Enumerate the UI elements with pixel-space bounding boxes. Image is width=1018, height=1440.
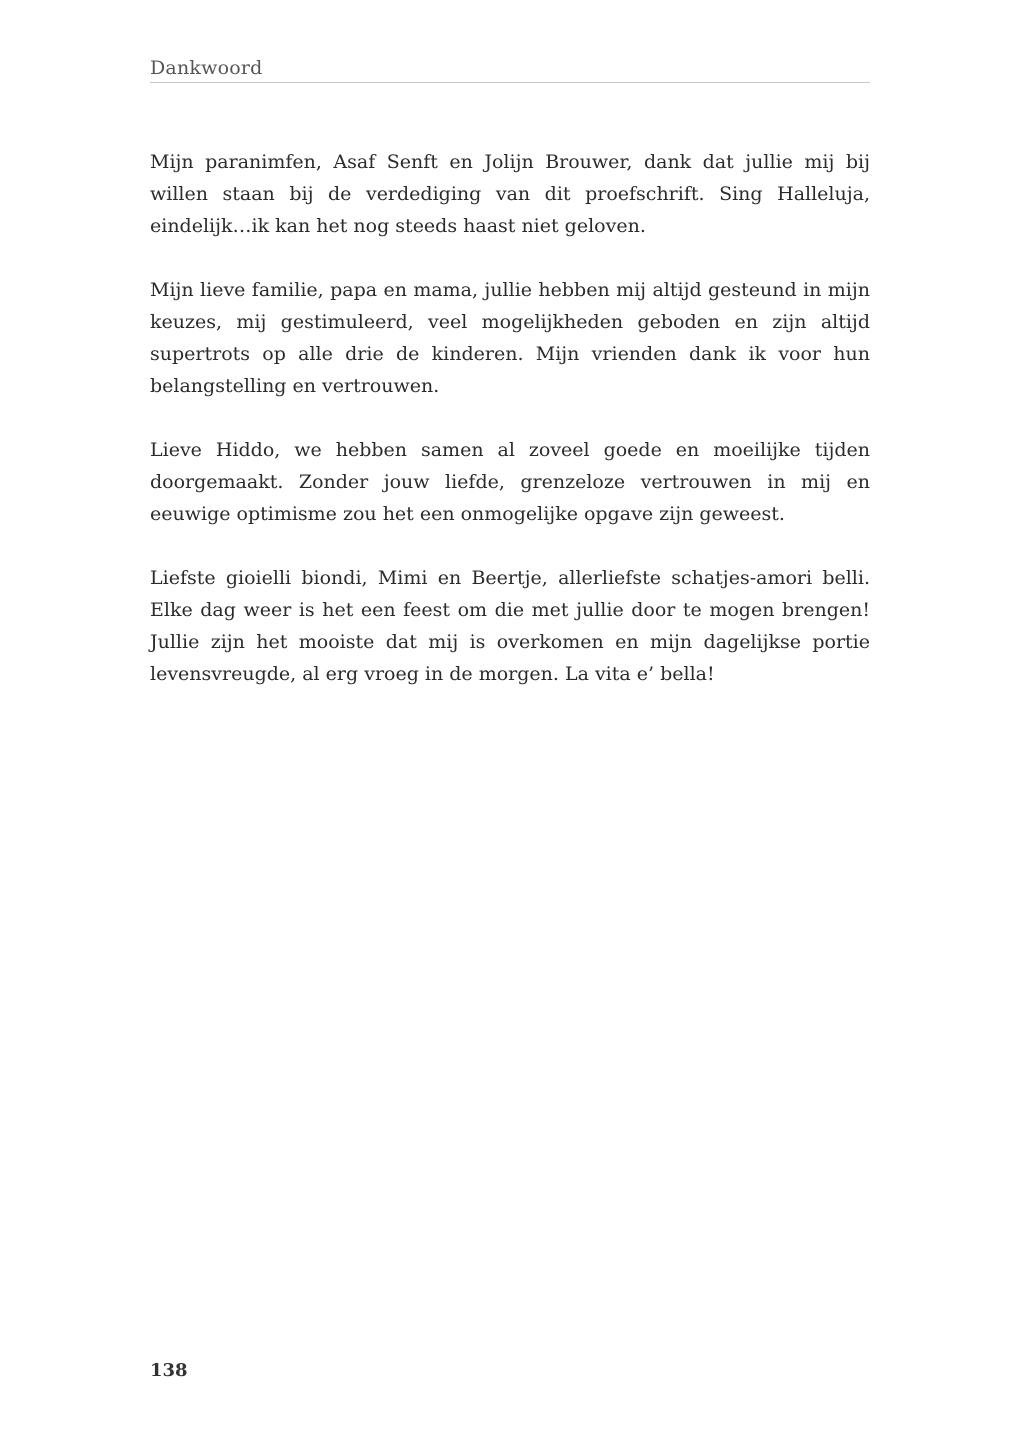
running-header (150, 56, 870, 83)
paragraph-kinderen: Liefste gioielli biondi, Mimi en Beertje, allerliefste schatjes-amori belli. Elke dag weer is het een feest om die met jullie door te mogen brengen! Jullie zijn het mooiste dat mij is overkomen en mijn dagelijkse portie levensvreugde, al erg vroeg in de morgen. La vita e’ bella! (150, 567, 870, 685)
paragraph-familie: Mijn lieve familie, papa en mama, jullie hebben mij altijd gesteund in mijn keuzes, mij gestimuleerd, veel mogelijkheden geboden en zijn altijd supertrots op alle drie de kinderen. Mijn vrienden dank ik voor hun belangstelling en vertrouwen. (150, 279, 870, 397)
page-number: 138 (150, 1360, 188, 1381)
paragraph-hiddo: Lieve Hiddo, we hebben samen al zoveel goede en moeilijke tijden doorgemaakt. Zonder jouw liefde, grenzeloze vertrouwen in mij en eeuwige optimisme zou het een onmogelijke opgave zijn geweest. (150, 439, 870, 525)
section-title: Dankwoord (150, 57, 263, 79)
body-text (150, 146, 870, 722)
paragraph-paranimfen: Mijn paranimfen, Asaf Senft en Jolijn Brouwer, dank dat jullie mij bij willen staan bij de verdediging van dit proefschrift. Sing Halleluja, eindelijk…ik kan het nog steeds haast niet geloven. (150, 151, 870, 237)
